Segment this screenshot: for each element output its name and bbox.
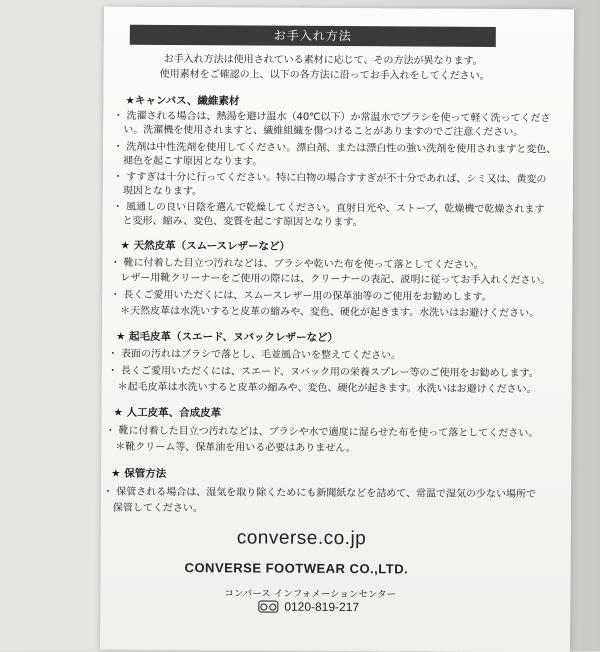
- website-domain: converse.co.jp: [236, 527, 367, 550]
- section-heading: ★キャンバス、繊維素材: [125, 94, 240, 108]
- section-line: ＊靴クリーム等、保革油を用いる必要はありません。: [105, 441, 356, 455]
- section-heading: ★ 保管方法: [111, 467, 167, 480]
- section-line: 褪色を起こす原因となります。: [113, 155, 263, 168]
- company-name: CONVERSE FOOTWEAR CO.,LTD.: [184, 560, 409, 577]
- section-line: ＊天然皮革は水洗いすると皮革の縮みや、変色、硬化が起きます。水洗いはお避けください。: [110, 305, 540, 320]
- page-title: お手入れ方法: [130, 25, 496, 47]
- section-line: と変形、縮み、変色、変質を起こす原因となります。: [112, 215, 363, 229]
- phone-number: 0120-819-217: [284, 599, 360, 615]
- section-heading: ★ 起毛皮革（スエード、ヌバックレザーなど）: [115, 330, 339, 345]
- information-center-label: コンバース インフォメーションセンター: [224, 588, 397, 601]
- section-line: ・ すすぎは十分に行ってください。特に白物の場合すすぎが不十分であれば、シミ又は、黄変の: [112, 171, 547, 186]
- section-line: ・ 靴に付着した目立つ汚れなどは、ブラシや水で適度に湿らせた布を使って落としてください。: [105, 425, 539, 440]
- section-heading: ★ 天然皮革（スムースレザーなど）: [120, 239, 291, 253]
- section-line: い。洗濯機を使用されますと、繊維組織を傷つけることがありますのでご注意ください。: [113, 124, 524, 139]
- section-line: ・ 長くご愛用いただくには、スムースレザー用の保革油等のご使用をお勧めします。: [110, 289, 492, 303]
- phone-row: [258, 600, 359, 615]
- free-dial-icon: [258, 601, 278, 613]
- section-line: 現因となります。: [112, 185, 203, 198]
- intro-line: お手入れ方法は使用されている素材に応じて、その方法が異なります。: [163, 53, 483, 67]
- section-line: 保管してください。: [102, 502, 203, 515]
- section-line: ・ 保管される場合は、湿気を取り除くためにも新聞紙などを詰めて、常温で湿気の少ない場所で: [103, 486, 537, 501]
- section-heading: ★ 人工皮革、合成皮革: [113, 406, 222, 420]
- section-line: ＊起毛皮革は水洗いすると皮革の縮みや、変色、硬化が起きます。水洗いはお避けください。: [107, 381, 537, 396]
- section-line: ・ 表面の汚れはブラシで落とし、毛並風合いを整えてください。: [107, 348, 402, 362]
- section-line: ・ 洗剤は中性洗剤を使用してください。漂白剤、または漂白性の強い洗剤を使用されますと変色、: [113, 141, 557, 156]
- section-line: レザー用靴クリーナーをご使用の際には、クリーナーの表記、説明に従ってお手入れください。: [110, 272, 551, 287]
- section-line: ・ 風通しの良い日陰を選んで乾燥してください。直射日光や、ストーブ、乾燥機で乾燥されます: [112, 201, 545, 216]
- section-line: ・ 洗濯される場合は、熱湯を避け温水（40℃以下）か常温水でブラシを使って軽く洗ってくださ: [113, 110, 551, 125]
- intro-line: 使用素材をご確認の上、以下の各方法に沿ってお手入れをしてください。: [159, 68, 490, 82]
- section-line: ・ 靴に付着した目立つ汚れなどは、ブラシや乾いた布を使って落としてください。: [110, 257, 484, 271]
- section-line: ・ 長くご愛用いただくには、スエード、ヌバック用の栄養スプレー等のご使用をお勧めします。: [107, 365, 539, 380]
- care-instructions-sheet: [100, 7, 574, 652]
